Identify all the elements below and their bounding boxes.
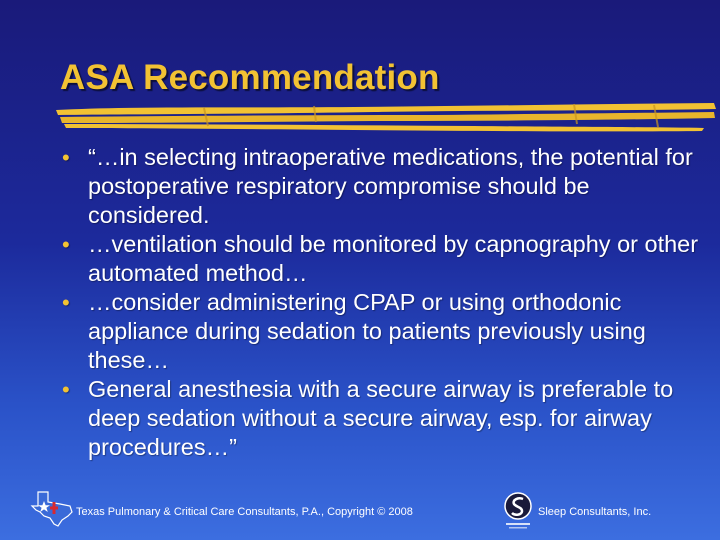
sleep-consultants-logo-icon	[500, 490, 536, 532]
bullet-text: …ventilation should be monitored by capnography or other automated method…	[88, 231, 699, 286]
title-brush-underline	[54, 100, 718, 136]
bullet-text: …consider administering CPAP or using orthodonic appliance during sedation to patients previously using these…	[88, 289, 646, 373]
bullet-list	[62, 143, 702, 462]
footer-copyright: Texas Pulmonary & Critical Care Consultants, P.A., Copyright © 2008	[76, 506, 413, 518]
slide-title: ASA Recommendation	[60, 58, 440, 97]
bullet-marker: •	[62, 290, 70, 315]
slide-footer	[0, 490, 720, 540]
bullet-item	[62, 230, 702, 288]
texas-star-logo-icon	[30, 490, 74, 528]
bullet-text: “…in selecting intraoperative medications, the potential for postoperative respiratory compromise should be considered.	[88, 144, 693, 228]
bullet-item	[62, 375, 702, 462]
footer-company: Sleep Consultants, Inc.	[538, 506, 652, 518]
bullet-marker: •	[62, 145, 70, 170]
bullet-item	[62, 143, 702, 230]
bullet-marker: •	[62, 377, 70, 402]
bullet-marker: •	[62, 232, 70, 257]
bullet-item	[62, 288, 702, 375]
bullet-text: General anesthesia with a secure airway is preferable to deep sedation without a secure airway, esp. for airway procedures…”	[88, 376, 674, 460]
